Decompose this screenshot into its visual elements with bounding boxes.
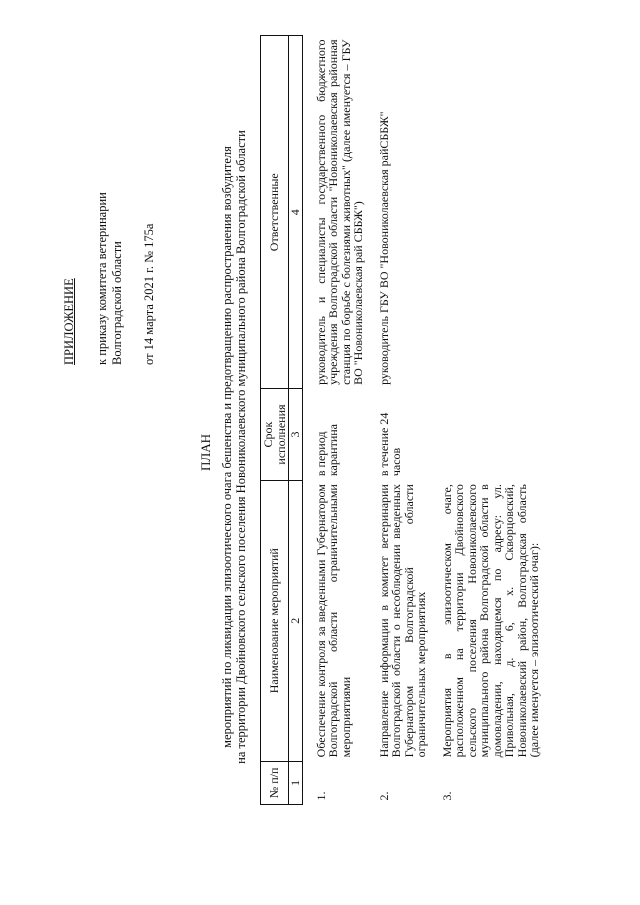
appendix-block	[62, 192, 157, 365]
row-responsible	[429, 36, 542, 389]
row-name: Направление информации в комитет ветеринарии Волгоградской области о несоблюдении введенных Губернатором Волгоградской области ограничительных мероприятиях	[376, 484, 428, 758]
appendix-title: ПРИЛОЖЕНИЕ	[62, 278, 76, 365]
column-number: 3	[289, 389, 303, 480]
row-term: в период карантина	[313, 424, 340, 477]
header-name: Наименование мероприятий	[261, 480, 289, 761]
plan-title: ПЛАН	[198, 434, 213, 471]
row-name: Мероприятия в эпизоотическом очаге, расположенном на территории Двойновского сельского поселения Новониколаевского муниципального района Волгоградской области в домовладении, находящемся по адресу: ул. Привольная, д. 6, х. Скворцовский, Новониколаевский район, Волгоградская область (далее именуется – эпизоотический очаг):	[439, 484, 541, 758]
appendix-date: от 14 марта 2021 г. № 175а	[142, 223, 156, 365]
table-row	[366, 36, 429, 805]
row-name: Обеспечение контроля за введенными Губернатором Волгоградской области ограничительными мероприятиями	[313, 484, 353, 758]
plan-subtitle-line-1: мероприятий по ликвидации эпизоотического очага бешенства и предотвращению распространения возбудителя	[220, 146, 234, 748]
row-responsible: руководитель и специалисты государственного бюджетного учреждения Волгоградской области "Новониколаевская районная станция по борьбе с болезнями животных" (далее именуется – ГБУ ВО "Новониколаевская рай СББЖ")	[313, 39, 365, 385]
table-header-row	[261, 36, 289, 805]
row-number: 2.	[376, 791, 391, 801]
appendix-line-2: Волгоградской области	[110, 241, 124, 365]
row-number: 3.	[439, 791, 454, 801]
plan-subtitle	[220, 67, 248, 827]
row-term	[429, 389, 542, 480]
header-responsible: Ответственные	[261, 36, 289, 389]
row-responsible: руководитель ГБУ ВО "Новониколаевская райСББЖ"	[376, 111, 391, 385]
column-number: 2	[289, 480, 303, 761]
row-number: 1.	[313, 791, 328, 801]
header-number: № п/п	[261, 761, 289, 804]
table-row	[302, 36, 366, 805]
column-number-row	[289, 36, 303, 805]
column-number: 1	[289, 761, 303, 804]
appendix-line-1: к приказу комитета ветеринарии	[95, 192, 109, 365]
table-row	[429, 36, 542, 805]
plan-table	[260, 35, 542, 805]
header-term: Срок исполнения	[261, 389, 289, 480]
row-term: в течение 24 часов	[376, 412, 403, 477]
column-number: 4	[289, 36, 303, 389]
plan-subtitle-line-2: на территории Двойновского сельского поселения Новониколаевского муниципального района Волгоградской области	[234, 130, 248, 764]
